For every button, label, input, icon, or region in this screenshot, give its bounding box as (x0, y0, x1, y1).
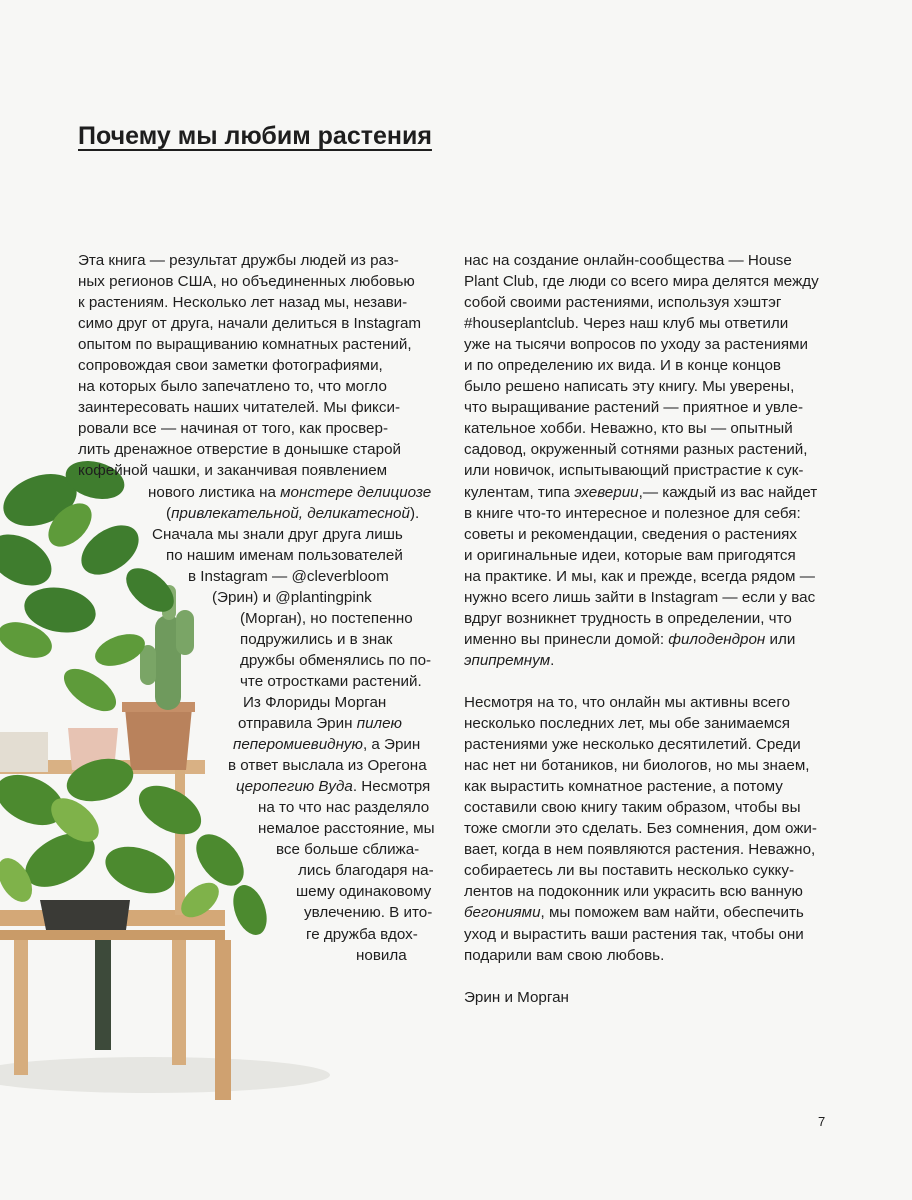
text-segment: новила (356, 946, 407, 964)
text-segment: что выращивание растений — приятное и увле- (464, 399, 804, 417)
italic-term: филодендрон (668, 630, 766, 648)
text-line (78, 334, 440, 355)
text-segment: . Несмотря (352, 778, 431, 796)
text-segment: уход и вырастить ваши растения так, чтобы они (464, 925, 804, 943)
text-line (78, 376, 440, 397)
text-segment: и по определению их вида. И в конце концов (464, 357, 781, 375)
text-segment: (Морган), но постепенно (240, 609, 413, 627)
text-segment: в книге что-то интересное и полезное для себя: (464, 504, 801, 522)
text-segment: ге дружба вдох- (306, 925, 418, 943)
text-segment: лить дренажное отверстие в донышке старой (78, 441, 402, 459)
text-segment: лентов на подоконник или украсить всю ванную (464, 883, 803, 901)
italic-term: пилею (356, 715, 402, 733)
text-segment: #houseplantclub. Через наш клуб мы ответили (464, 315, 789, 333)
text-line (240, 608, 440, 629)
text-segment: было решено написать эту книгу. Мы уверены, (464, 378, 795, 396)
text-segment: подарили вам свою любовь. (464, 946, 665, 964)
text-line (464, 755, 834, 776)
text-segment: ). (409, 504, 420, 522)
italic-term: эпипремнум (464, 651, 551, 669)
text-line (464, 734, 834, 755)
text-line (464, 355, 834, 376)
text-line (464, 608, 834, 629)
text-segment: несколько последних лет, мы обе занимаемся (464, 715, 791, 733)
text-line (212, 587, 440, 608)
text-line (304, 902, 440, 923)
text-line (464, 860, 834, 881)
italic-term: церопегию Вуда (236, 778, 353, 796)
text-line (464, 418, 834, 439)
text-segment: лись благодаря на- (298, 862, 434, 880)
text-segment: вдруг возникнет трудность в определении, что (464, 609, 792, 627)
text-segment: ( (166, 504, 172, 522)
text-line (356, 945, 440, 966)
text-line (258, 797, 440, 818)
text-segment: на то что нас разделяло (258, 799, 430, 817)
text-segment: нужно всего лишь зайти в Instagram — если у вас (464, 588, 816, 606)
text-line (464, 250, 834, 271)
text-segment: ных регионов США, но объединенных любовью (78, 273, 415, 291)
text-line (148, 482, 440, 503)
text-segment: по нашим именам пользователей (166, 546, 403, 564)
text-segment: в ответ выслала из Орегона (228, 757, 427, 775)
text-line (464, 629, 834, 650)
text-segment: кофейной чашки, и заканчивая появлением (78, 462, 388, 480)
text-segment: , мы поможем вам найти, обеспечить (540, 904, 804, 922)
text-segment: Эрин и Морган (464, 988, 569, 1006)
text-segment: нового листика на (148, 483, 281, 501)
text-line (298, 860, 440, 881)
text-segment: вает, когда в нем появляются растения. Неважно, (464, 841, 816, 859)
text-line (464, 987, 834, 1008)
text-line (464, 797, 834, 818)
text-line (233, 734, 440, 755)
text-segment: или новичок, испытывающий пристрастие к сук- (464, 462, 804, 480)
text-line (240, 629, 440, 650)
text-line (464, 566, 834, 587)
text-line (78, 397, 440, 418)
text-line (464, 376, 834, 397)
text-line (296, 881, 440, 902)
text-line (464, 524, 834, 545)
text-segment: Эта книга — результат дружбы людей из раз- (78, 252, 399, 269)
text-line (238, 713, 440, 734)
text-line (464, 818, 834, 839)
text-line (306, 924, 440, 945)
text-line (152, 524, 440, 545)
text-line (78, 418, 440, 439)
text-line (464, 902, 834, 923)
text-segment: тоже смогли это сделать. Без сомнения, дом ожи- (464, 820, 817, 838)
text-segment: Несмотря на то, что онлайн мы активны всего (464, 693, 791, 711)
text-line (228, 755, 440, 776)
text-segment: как вырастить комнатное растение, а потому (464, 778, 783, 796)
text-segment: нас нет ни ботаников, ни биологов, но мы знаем, (464, 757, 810, 775)
text-segment: ,— каждый из вас найдет (638, 483, 818, 501)
italic-term: монстере делициозе (280, 483, 432, 501)
text-line (464, 587, 834, 608)
italic-term: эхеверии (574, 483, 639, 501)
text-segment: кательное хобби. Неважно, кто вы — опытный (464, 420, 793, 438)
text-line (236, 776, 440, 797)
text-segment: Plant Club, где люди со всего мира делятся между (464, 273, 819, 291)
italic-term: пеперомиевидную (233, 736, 363, 754)
text-line (464, 692, 834, 713)
text-line (78, 313, 440, 334)
paragraph-gap (464, 671, 834, 692)
text-segment: (Эрин) и @plantingpink (212, 588, 372, 606)
text-line (464, 482, 834, 503)
text-line (464, 839, 834, 860)
text-line (464, 460, 834, 481)
text-segment: ровали все — начиная от того, как просвер- (78, 420, 389, 438)
text-line (258, 818, 440, 839)
text-segment: кулентам, типа (464, 483, 575, 501)
text-segment: Из Флориды Морган (243, 693, 387, 711)
text-line (464, 945, 834, 966)
italic-term: привлекательной, деликатесной (171, 504, 410, 522)
text-line (464, 545, 834, 566)
text-segment: Сначала мы знали друг друга лишь (152, 525, 403, 543)
text-line (166, 545, 440, 566)
text-segment: чте отростками растений. (240, 672, 422, 690)
text-segment: именно вы принесли домой: (464, 630, 669, 648)
text-line (276, 839, 440, 860)
text-segment: подружились и в знак (240, 630, 393, 648)
paragraph-gap (464, 966, 834, 987)
text-column-right (464, 250, 834, 1008)
text-line (188, 566, 440, 587)
text-segment: на которых было запечатлено то, что могло (78, 378, 387, 396)
text-segment: дружбы обменялись по по- (240, 651, 432, 669)
text-line (240, 650, 440, 671)
text-segment: , а Эрин (362, 736, 421, 754)
text-segment: симо друг от друга, начали делиться в Instagram (78, 315, 422, 333)
text-line (464, 397, 834, 418)
text-segment: собой своими растениями, используя хэштэг (464, 294, 782, 312)
text-segment: все больше сближа- (276, 841, 420, 859)
text-segment: собираетесь ли вы поставить несколько сукку- (464, 862, 795, 880)
text-line (166, 503, 440, 524)
text-segment: составили свою книгу таким образом, чтобы вы (464, 799, 801, 817)
text-segment: садовод, окруженный сотнями разных растений, (464, 441, 808, 459)
text-segment: советы и рекомендации, сведения о растениях (464, 525, 797, 543)
text-line (464, 924, 834, 945)
text-segment: или (765, 630, 796, 648)
page-title: Почему мы любим растения (78, 122, 432, 150)
text-line (464, 776, 834, 797)
text-segment: нас на создание онлайн-сообщества — House (464, 252, 792, 269)
text-line (464, 503, 834, 524)
text-line (78, 271, 440, 292)
text-segment: к растениям. Несколько лет назад мы, незави- (78, 294, 408, 312)
text-line (78, 460, 440, 481)
text-line (464, 713, 834, 734)
italic-term: бегониями (464, 904, 541, 922)
text-line (464, 439, 834, 460)
text-line (78, 250, 440, 271)
text-segment: заинтересовать наших читателей. Мы фикси- (78, 399, 400, 417)
text-segment: увлечению. В ито- (304, 904, 433, 922)
text-segment: растениями уже несколько десятилетий. Среди (464, 736, 801, 754)
text-segment: на практике. И мы, как и прежде, всегда рядом — (464, 567, 815, 585)
text-line (464, 292, 834, 313)
text-line (464, 271, 834, 292)
text-line (464, 334, 834, 355)
text-segment: в Instagram — @cleverbloom (188, 567, 389, 585)
text-segment: сопровождая свои заметки фотографиями, (78, 357, 383, 375)
text-segment: шему одинаковому (296, 883, 432, 901)
text-line (78, 292, 440, 313)
text-line (78, 355, 440, 376)
text-line (240, 671, 440, 692)
text-segment: опытом по выращиванию комнатных растений, (78, 336, 412, 354)
text-line (464, 313, 834, 334)
text-column-left (0, 250, 440, 966)
text-line (78, 439, 440, 460)
page-number: 7 (818, 1114, 826, 1129)
text-line (243, 692, 440, 713)
text-segment: немалое расстояние, мы (258, 820, 435, 838)
text-segment: отправила Эрин (238, 715, 357, 733)
text-segment: . (550, 651, 555, 669)
text-line (464, 650, 834, 671)
text-line (464, 881, 834, 902)
text-segment: и оригинальные идеи, которые вам пригодятся (464, 546, 796, 564)
text-segment: уже на тысячи вопросов по уходу за растениями (464, 336, 808, 354)
